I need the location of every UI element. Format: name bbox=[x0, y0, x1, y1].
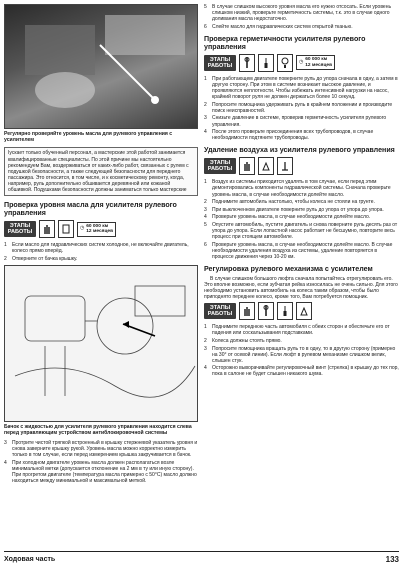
interval-months: 12 месяцев bbox=[86, 229, 114, 235]
stages-label: ЭТАПЫ РАБОТЫ bbox=[4, 221, 36, 237]
section-title-oil-level: Проверка уровня масла для усилителя рулевого управления bbox=[4, 201, 177, 218]
list-item: 5 В случае слишком высокого уровня масла его нужно отсосать. Если уровень слишком низкий, проверьте герметичность системы, т.к. это в случае одного доливания масла недостаточно. bbox=[204, 4, 392, 23]
screwdriver-icon bbox=[258, 54, 274, 72]
interval-months: 12 месяцев bbox=[305, 62, 333, 68]
hand-icon bbox=[239, 157, 255, 175]
list-item: 1 Поднимите переднюю часть автомобиля с обеих сторон и обеспечьте его от падения или соскальзывания подставками. bbox=[204, 324, 390, 337]
section-title-leak-check: Проверка герметичности усилителя рулевого управления bbox=[204, 34, 366, 51]
oil-level-steps bbox=[4, 242, 198, 262]
stages-row-leak-check bbox=[204, 54, 400, 72]
page-number: 133 bbox=[385, 554, 399, 564]
list-item: 6 Слейте масло для гидравлических систем открытой тканью. bbox=[204, 23, 353, 30]
interval-km: 60 000 км bbox=[86, 223, 109, 229]
lamp-icon bbox=[277, 54, 293, 72]
list-item: 2 Отверните от бачка крышку. bbox=[4, 255, 78, 262]
interval-km: 60 000 км bbox=[305, 57, 328, 63]
engine-photo-illustration bbox=[5, 5, 198, 128]
stages-label: ЭТАПЫ РАБОТЫ bbox=[204, 55, 236, 71]
section-title-adjustment: Регулировка рулевого механизма с усилителем bbox=[204, 264, 373, 273]
list-item: 2 Колеса должны стоять прямо. bbox=[204, 338, 282, 344]
list-item: 3 Протрите чистой тряпкой встроенный в крышку стержневой указатель уровня и снова заверните крышку рукой. Уровень масла можно корректно измерить только в том случае, если перед измерением крышка закручивается в бачок. bbox=[4, 440, 198, 459]
list-item: 3 Снизьте давление в системе, проверив герметичность усилителя рулевого управления. bbox=[204, 115, 387, 128]
oil-level-steps-continued bbox=[4, 440, 198, 484]
list-item: 3 При выключенном двигателе поверните руль до упора от упора до упора. bbox=[204, 206, 384, 213]
oil-level-steps-end bbox=[204, 4, 400, 30]
bleeding-steps bbox=[204, 179, 400, 260]
list-item: 2 Поднимите автомобиль настолько, чтобы колеса не стояли на грунте. bbox=[204, 199, 375, 206]
jack-icon bbox=[296, 302, 312, 320]
hand-icon bbox=[39, 220, 55, 238]
list-item: 2 Попросите помощника удерживать руль в крайнем положении и производите поиск неисправностей. bbox=[204, 101, 393, 114]
jack-icon bbox=[258, 157, 274, 175]
section-title-bleeding: Удаление воздуха из усилителя рулевого управления bbox=[204, 146, 395, 155]
list-item: 4 Осторожно выворачивайте регулировочный винт (стрелка) в крышку до тех пор, пока в салоне не будет слышен никакого шума. bbox=[204, 365, 399, 378]
right-column bbox=[204, 4, 400, 379]
stages-row-oil-level bbox=[4, 220, 198, 238]
top-photo-caption: Регулярно проверяйте уровень масла для рулевого управления с усилителем bbox=[4, 131, 173, 144]
reservoir-caption: Бачок с жидкостью для усилителя рулевого управления находится слева перед управляющим устройством антиблокировочной системы bbox=[4, 423, 192, 437]
engine-bay-photo bbox=[4, 4, 198, 129]
adjustment-intro: В случае слишком большого люфта сначала попытайтесь отрегулировать его. Это вполне возможно, если зубчатая рейка износилась не очень сильно. Для этого необходимо установить автомобиль на колеса таким образом, чтобы было приподнято переднее колесо, кроме того, Вам потребуется помощник. bbox=[204, 275, 398, 301]
safety-note: Іускает только обученный персонал, а мастерские этой работой занимается квалифицированные специалисты. По этой причине мы настоятельно рекомендуем Вам, воздерживаться от каких-либо работ, связанных с рулем с подушкой безопасности, а также следующей безопасности для переднего пассажира. Это относится, в том числе, и к косметическому ремонту, когда, например, руль дополнительно обшивается деревянной или кожаной обшивкой. Подушками безопасности должны заниматься только мастерские bbox=[4, 147, 198, 196]
clock-icon: ◷ bbox=[299, 60, 304, 66]
service-interval bbox=[77, 222, 116, 237]
stand-icon bbox=[277, 157, 293, 175]
leak-check-steps bbox=[204, 76, 400, 141]
left-column bbox=[4, 4, 198, 486]
list-item: 4 При холодном двигателе уровень масла должен располагаться возле минимальной метки (допускается отклонение на 2 мм в ту или иную сторону). При прогретом двигателе (температура масла примерно с 50°C) масло должно находиться между минимальной и максимальной меткой. bbox=[4, 460, 197, 485]
adjustment-steps bbox=[204, 324, 400, 377]
list-item: 5 Опустите автомобиль, пустите двигатель и снова поверните руль десять раз от упора до упора. Если лопастной насос работает не бесшумно, повторите весь процесс при стоящем автомобиле. bbox=[204, 221, 398, 241]
stages-label: ЭТАПЫ РАБОТЫ bbox=[204, 158, 236, 174]
page-footer bbox=[4, 551, 399, 566]
list-item: 6 Проверьте уровень масла, в случае необходимости долейте масло. В случае необходимости удаления воздуха из системы, удаление повторяется в процессе движения через 10-20 км. bbox=[204, 241, 393, 260]
list-item: 3 Попросите помощника вращать руль то в одну, то в другую сторону (примерно на 30° от осевой линии). Если люфт в рулевом механизме слишком велик, слышен стук. bbox=[204, 345, 396, 364]
wrench-icon bbox=[258, 302, 274, 320]
clock-icon: ◷ bbox=[80, 226, 85, 232]
reservoir-drawing bbox=[4, 265, 198, 422]
screwdriver-icon bbox=[277, 302, 293, 320]
list-item: 1 Если масло для гидравлических систем холодное, не включайте двигатель, колесо прямо вперёд. bbox=[4, 242, 189, 255]
stages-label: ЭТАПЫ РАБОТЫ bbox=[204, 303, 236, 319]
list-item: 4 После этого проверьте присоединения всех трубопроводов, в случае необходимости подтяните трубопроводы. bbox=[204, 129, 374, 142]
section-name: Ходовая часть bbox=[4, 555, 56, 563]
cloth-icon bbox=[58, 220, 74, 238]
stages-row-bleeding bbox=[204, 157, 400, 175]
reservoir-illustration bbox=[5, 266, 198, 421]
list-item: 1 При работающем двигателе поверните руль до упора сначала в одну, а затем в другую сторону. При этом в системе возникает высокое давление, и проявляются неплотности. Чтобы избежать интенсивной нагрузки на насос, крайний поворот руля не должен держаться более 10 секунд. bbox=[204, 75, 398, 101]
service-interval bbox=[296, 55, 335, 70]
wrench-icon bbox=[239, 54, 255, 72]
stages-row-adjustment bbox=[204, 302, 400, 320]
hand-icon bbox=[239, 302, 255, 320]
list-item: 1 Воздух из системы приходится удалять в том случае, если перед этим демонтировались компоненты гидравлической системы. Сначала проверьте уровень масла, в случае необходимости долейте масло. bbox=[204, 179, 391, 198]
list-item: 4 Проверьте уровень масла, в случае необходимости долейте масло. bbox=[204, 214, 371, 221]
